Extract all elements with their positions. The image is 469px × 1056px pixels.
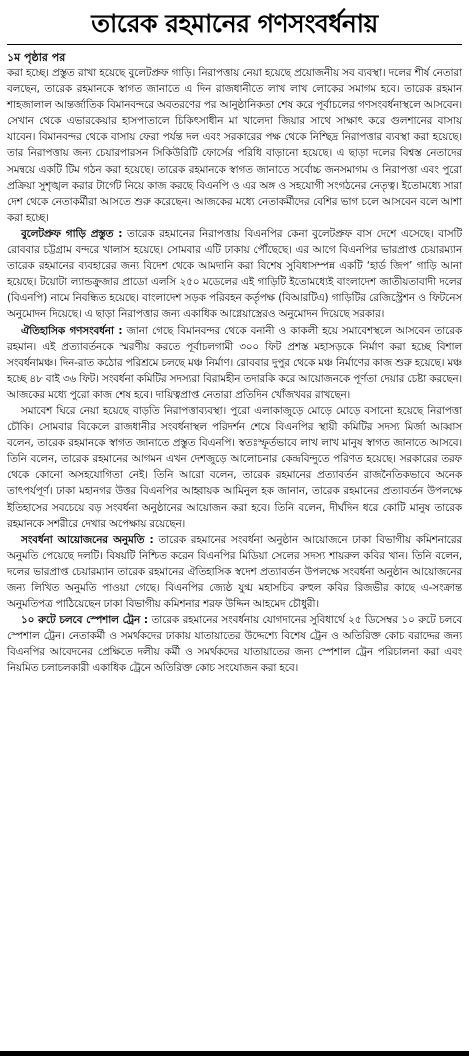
paragraph-body: করা হচ্ছে। প্রস্তুত রাখা হয়েছে বুলেটপ্রুফ গাড়ি। নিরাপত্তায় নেয়া হয়েছে প্রয়োজনীয় সব ব্যবস্থা। দলের শীর্ষ নেতারা বলছেন, তারেক রহমানকে স্বাগত জানাতে এ দিন রাজধানীতে লাখ লাখ লোকের সমাগম হবে। তারেক রহমান শাহজালাল আন্তর্জাতিক বিমানবন্দরে অবতরণের পর আনুষ্ঠানিকতা শেষ করে পূর্বাচলের গণসংবর্ধনাস্থলে আসবেন। সেখান থেকে এভারকেয়ার হাসপাতালে চিকিৎসাধীন মা খালেদা জিয়ার সাথে সাক্ষাৎ করে গুলশানের বাসায় যাবেন। বিমানবন্দর থেকে বাসায় ফেরা পর্যন্ত দল এবং সরকারের পক্ষ থেকে নিশ্ছিদ্র নিরাপত্তার ব্যবস্থা করা হয়েছে। তার নিরাপত্তায় জন্য চেয়ারপারসন সিকিউরিটি ফোর্সের পরিধি বাড়ানো হয়েছে। এ ছাড়া দলের বিশ্বস্ত নেতাদের সমন্বয়ে একটি টিম গঠন করা হয়েছে। তারেক রহমানকে স্বাগত জানাতে সর্বোচ্চ জনসমাগম ও নিরাপত্তা এবং পুরো প্রক্রিয়া সুশৃঙ্খল করার টার্গেট নিয়ে কাজ করছে বিএনপি ও এর অঙ্গ ও সহযোগী সংগঠনের নেতৃত্ব। ইতোমধ্যে সারা দেশ থেকে নেতাকর্মীরা আসতে শুরু করেছেন। আজকের মধ্যে নেতাকর্মীদের বেশির ভাগ চলে আসবেন বলে আশা করা হচ্ছে। xyxy=(7,67,462,224)
paragraph-body: তারেক রহমানের সংবর্ধনায় যোগদানের সুবিধার্থে ২৫ ডিসেম্বর ১০ রুটে চলবে স্পেশাল ট্রেন। নেতাকর্মী ও সমর্থকদের ঢাকায় যাতায়াতের উদ্দেশ্যে বিশেষ ট্রেন ও অতিরিক্ত কোচ বরাদ্দের জন্য বিএনপির আবেদনের প্রেক্ষিতে দলীয় কর্মী ও সমর্থকদের যাতায়াতের জন্য স্পেশাল ট্রেন পরিচালনা করা এবং নিয়মিত চলাচলকারী একাধিক ট্রেনে অতিরিক্ত কোচ সংযোজন করা হবে। xyxy=(7,614,462,675)
bottom-rule xyxy=(0,1051,469,1056)
headline: তারেক রহমানের গণসংবর্ধনায় xyxy=(7,4,462,45)
paragraph-body: সমাবেশ ঘিরে নেয়া হয়েছে বাড়তি নিরাপত্তাব্যবস্থা। পুরো এলাকাজুড়ে মোড়ে মোড়ে বসানো হয়েছে নিরাপত্তা চৌকি। সোমবার বিকেলে রাজধানীর সংবর্ধনাস্থল পরিদর্শন শেষে বিএনপির স্থায়ী কমিটির সদস্য মির্জা আব্বাস বলেন, তারেক রহমানকে স্বাগত জানাতে প্রস্তুত বিএনপি। স্বতঃস্ফূর্তভাবে লাখ লাখ মানুষ স্বাগত জানাতে আসবে। তিনি বলেন, তারেক রহমানের আগমন এখন দেশজুড়ে আলোচনার কেন্দ্রবিন্দুতে পরিণত হয়েছে। সরকারের তরফ থেকে কোনো অসহযোগিতা নেই। তিনি আরো বলেন, তারেক রহমানের প্রত্যাবর্তন রাজনৈতিকভাবে অনেক তাৎপর্যপূর্ণ। ঢাকা মহানগর উত্তর বিএনপির আহ্বায়ক আমিনুল হক জানান, তারেক রহমানের প্রত্যাবর্তন উপলক্ষে ইতিহাসের সবচেয়ে বড় সংবর্ধনা অনুষ্ঠানের আয়োজন করা হবে। তিনি বলেন, দীর্ঘদিন ধরে কোটি মানুষ তারেক রহমানকে সশরীরে দেখার অপেক্ষায় রয়েছেন। xyxy=(7,404,462,530)
article-paragraph xyxy=(7,612,462,676)
article-paragraph xyxy=(7,532,462,612)
paragraph-body: তারেক রহমানের নিরাপত্তায় বিএনপির কেনা বুলেটপ্রুফ বাস দেশে এসেছে। বাসটি রোববার চট্টগ্রাম বন্দরে খালাস হয়েছে। সোমবার এটি ঢাকায় পৌঁছেছে। এর আগে বিএনপির ভারপ্রাপ্ত চেয়ারম্যান তারেক রহমানের ব্যবহারের জন্য বিদেশ থেকে আমদানি করা বিশেষ সুবিধাসম্পন্ন একটি ‘হার্ড জিপ’ গাড়ি আনা হয়েছে। টয়োটা ল্যান্ডক্রুজার প্রাডো এলসি ২৫০ মডেলের এই গাড়িটি ইতোমধ্যেই বাংলাদেশ জাতীয়তাবাদী দলের (বিএনপি) নামে নিবন্ধিত হয়েছে। বাংলাদেশ সড়ক পরিবহন কর্তৃপক্ষ (বিআরটিএ) গাড়িটির রেজিস্ট্রেশন ও ফিটনেস অনুমোদন দিয়েছে। এ ছাড়া নিরাপত্তার জন্য একাধিক আগ্নেয়াস্ত্রেরও অনুমোদন দিয়েছে সরকার। xyxy=(7,227,463,321)
article-paragraph xyxy=(7,65,462,226)
paragraph-subhead: বুলেটপ্রুফ গাড়ি প্রস্তুত : xyxy=(21,227,123,240)
paragraph-subhead: সংবর্ধনা আয়োজনের অনুমতি : xyxy=(21,533,154,546)
article-paragraph xyxy=(7,403,462,532)
paragraph-subhead: ঐতিহাসিক গণসংবর্ধনা : xyxy=(21,324,123,337)
article-paragraph xyxy=(7,226,462,323)
paragraph-body: জানা গেছে বিমানবন্দর থেকে বনানী ও কাকলী হয়ে সমাবেশস্থলে আসবেন তারেক রহমান। এই প্রত্যাবর্তনকে স্মরণীয় করতে পূর্বাচলগামী ৩০০ ফিট প্রশস্ত মহাসড়কে নির্মাণ করা হচ্ছে বিশাল সংবর্ধনামঞ্চ। দিন-রাত কঠোর পরিশ্রমে চলছে মঞ্চ নির্মাণ। রোববার দুপুর থেকে মঞ্চ নির্মাণের কাজ শুরু হয়েছে। মঞ্চ হচ্ছে ৪৮ বাই ৩৬ ফিট। সংবর্ধনা কমিটির সদস্যরা বিরামহীন তদারকি করে আয়োজনকে পূর্ণতা দেয়ার চেষ্টা করছেন। আজকের মধ্যে পুরো কাজ শেষ হবে। দায়িত্বপ্রাপ্ত নেতারা প্রতিদিন খোঁজখবর রাখছেন। xyxy=(7,324,462,401)
paragraph-body: তারেক রহমানের সংবর্ধনা অনুষ্ঠান আয়োজনে ঢাকা বিভাগীয় কমিশনারের অনুমতি পেয়েছে দলটি। বিষয়টি নিশ্চিত করেন বিএনপির মিডিয়া সেলের সদস্য শায়রুল কবির খান। তিনি বলেন, দলের ভারপ্রাপ্ত চেয়ারম্যান তারেক রহমানের ঐতিহাসিক স্বদেশ প্রত্যাবর্তন উপলক্ষে সংবর্ধনা অনুষ্ঠান আয়োজনের জন্য লিখিত অনুমতি পাওয়া গেছে। বিএনপির জ্যেষ্ঠ যুগ্ম মহাসচিব রুহুল কবির রিজভীর কাছে এ-সংক্রান্ত অনুমতিপত্র পাঠিয়েছেন ঢাকা বিভাগীয় কমিশনার শরফ উদ্দিন আহমেদ চৌধুরী। xyxy=(7,533,462,611)
paragraph-subhead: ১০ রুটে চলবে স্পেশাল ট্রেন : xyxy=(21,614,148,627)
continued-from-label: ১ম পৃষ্ঠার পর xyxy=(7,51,66,64)
article-paragraph xyxy=(7,323,462,403)
